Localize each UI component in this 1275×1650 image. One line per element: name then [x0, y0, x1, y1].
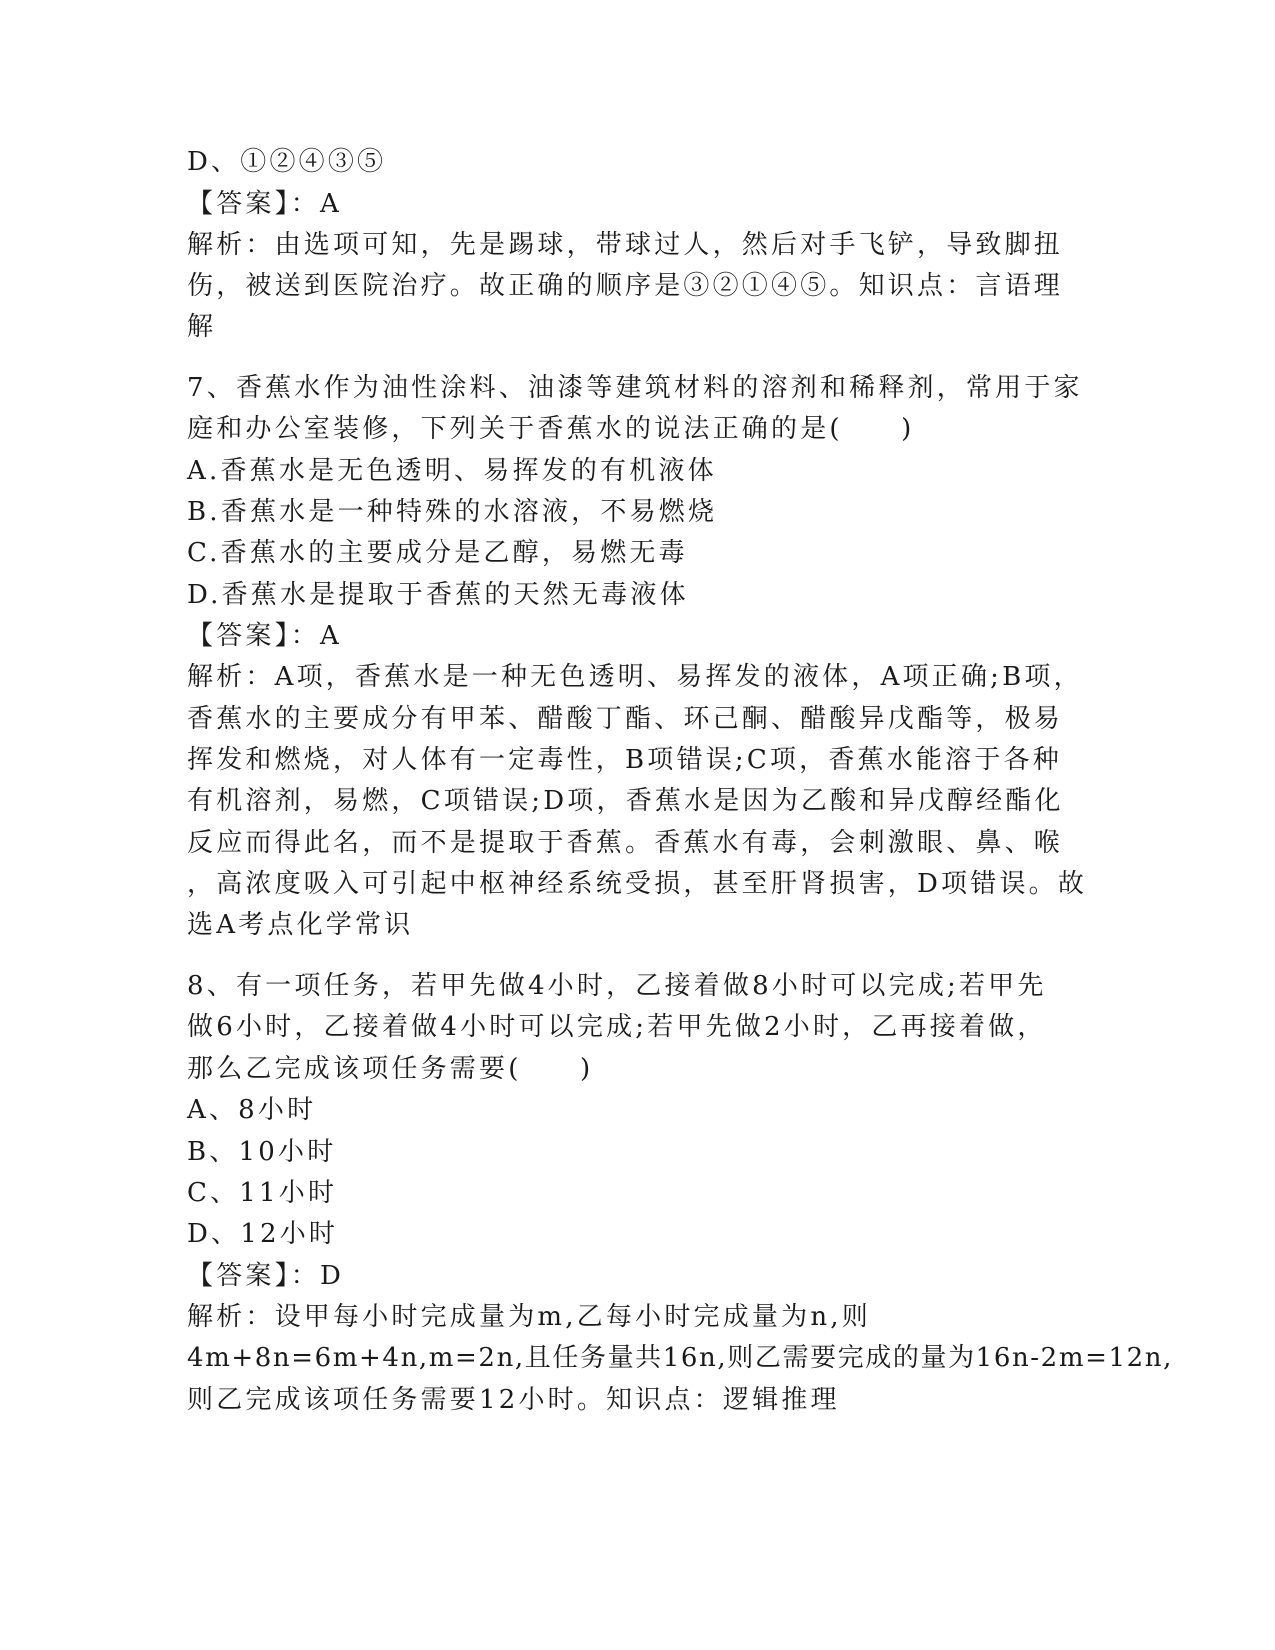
- q7-analysis-line: ，高浓度吸入可引起中枢神经系统受损，甚至肝肾损害，D项错误。故: [187, 869, 1088, 899]
- q6-analysis-line: 解: [187, 312, 217, 342]
- q6-analysis-line: 伤，被送到医院治疗。故正确的顺序是③②①④⑤。知识点：言语理: [187, 271, 1064, 301]
- q8-analysis-line: 4m+8n=6m+4n,m=2n,且任务量共16n,则乙需要完成的量为16n-2m=12n,: [187, 1343, 1173, 1373]
- q7-answer: 【答案】：A: [187, 621, 342, 651]
- q6-option-d: D、①②④③⑤: [187, 147, 387, 177]
- q8-option-c: C、11小时: [187, 1178, 338, 1208]
- q7-option-c: C.香蕉水的主要成分是乙醇，易燃无毒: [187, 538, 688, 568]
- q7-option-a: A.香蕉水是无色透明、易挥发的有机液体: [187, 456, 717, 486]
- q7-analysis-line: 解析：A项，香蕉水是一种无色透明、易挥发的液体，A项正确;B项，: [187, 662, 1083, 692]
- q7-option-b: B.香蕉水是一种特殊的水溶液，不易燃烧: [187, 497, 718, 527]
- q8-question-line: 做6小时，乙接着做4小时可以完成;若甲先做2小时，乙再接着做，: [187, 1012, 1047, 1042]
- q8-question-line: 那么乙完成该项任务需要( ): [187, 1054, 594, 1084]
- q7-question-line: 庭和办公室装修，下列关于香蕉水的说法正确的是( ): [187, 414, 915, 444]
- q8-option-b: B、10小时: [187, 1137, 337, 1167]
- q8-option-d: D、12小时: [187, 1219, 339, 1249]
- q8-option-a: A、8小时: [187, 1095, 317, 1125]
- q7-analysis-line: 挥发和燃烧，对人体有一定毒性，B项错误;C项，香蕉水能溶于各种: [187, 745, 1062, 775]
- q7-analysis-line: 香蕉水的主要成分有甲苯、醋酸丁酯、环己酮、醋酸异戊酯等，极易: [187, 704, 1064, 734]
- q7-analysis-line: 选A考点化学常识: [187, 910, 414, 940]
- q6-analysis-line: 解析：由选项可知，先是踢球，带球过人，然后对手飞铲，导致脚扭: [187, 230, 1064, 260]
- q8-analysis-line: 解析：设甲每小时完成量为m,乙每小时完成量为n,则: [187, 1302, 871, 1332]
- q8-question-line: 8、有一项任务，若甲先做4小时，乙接着做8小时可以完成;若甲先: [187, 971, 1047, 1001]
- q7-question-line: 7、香蕉水作为油性涂料、油漆等建筑材料的溶剂和稀释剂，常用于家: [187, 373, 1083, 403]
- q7-analysis-line: 反应而得此名，而不是提取于香蕉。香蕉水有毒，会刺激眼、鼻、喉: [187, 828, 1064, 858]
- q7-option-d: D.香蕉水是提取于香蕉的天然无毒液体: [187, 580, 689, 610]
- q7-analysis-line: 有机溶剂，易燃，C项错误;D项，香蕉水是因为乙酸和异戊醇经酯化: [187, 786, 1064, 816]
- q6-answer: 【答案】：A: [187, 189, 342, 219]
- q8-answer: 【答案】：D: [187, 1261, 345, 1291]
- q8-analysis-line: 则乙完成该项任务需要12小时。知识点：逻辑推理: [187, 1385, 840, 1415]
